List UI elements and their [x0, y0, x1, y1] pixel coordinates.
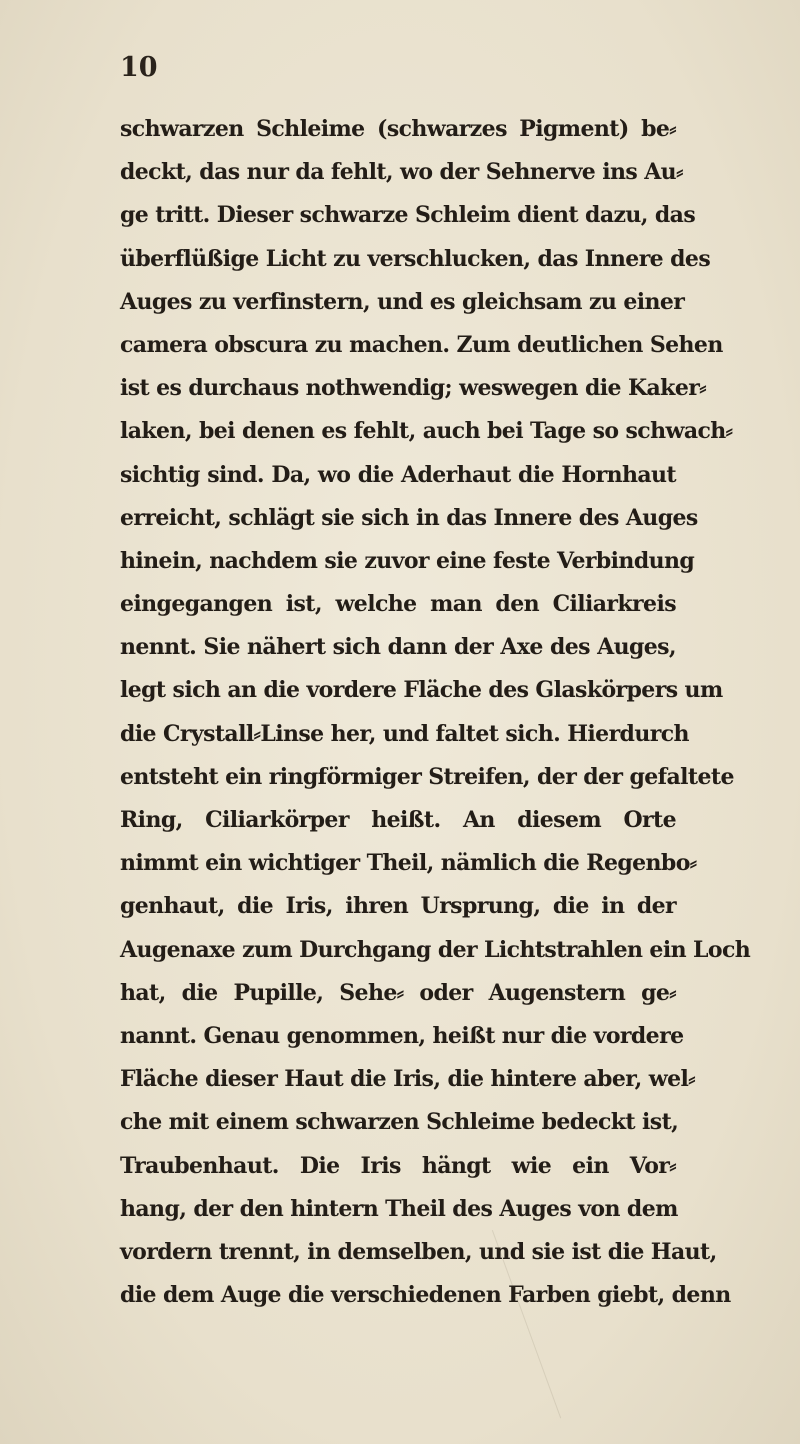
text-line: laken, bei denen es fehlt, auch bei Tage so schwach⸗: [120, 418, 733, 445]
text-line: hinein, nachdem sie zuvor eine feste Verbindung: [120, 547, 695, 574]
text-line: die Crystall⸗Linse her, und faltet sich. Hierdurch: [120, 720, 689, 747]
text-line: vordern trennt, in demselben, und sie ist die Haut,: [120, 1238, 717, 1265]
text-line: erreicht, schlägt sie sich in das Innere des Auges: [120, 504, 698, 531]
text-line: sichtig sind. Da, wo die Aderhaut die Hornhaut: [120, 461, 676, 488]
text-line: genhaut, die Iris, ihren Ursprung, die in der: [120, 893, 676, 920]
text-line: che mit einem schwarzen Schleime bedeckt ist,: [120, 1109, 679, 1136]
text-line: ge tritt. Dieser schwarze Schleim dient dazu, das: [120, 202, 696, 229]
text-line: die dem Auge die verschiedenen Farben giebt, denn: [120, 1282, 731, 1309]
text-line: überflüßige Licht zu verschlucken, das Innere des: [120, 245, 711, 272]
text-line: Ring, Ciliarkörper heißt. An diesem Orte: [120, 807, 676, 833]
text-line: camera obscura zu machen. Zum deutlichen Sehen: [120, 331, 723, 358]
text-line: entsteht ein ringförmiger Streifen, der der gefaltete: [120, 763, 734, 790]
text-line: legt sich an die vordere Fläche des Glaskörpers um: [120, 677, 723, 704]
page-number: 10: [120, 52, 158, 83]
text-line: nennt. Sie nähert sich dann der Axe des Auges,: [120, 634, 676, 661]
text-line: hang, der den hintern Theil des Auges von dem: [120, 1195, 678, 1222]
text-line: nimmt ein wichtiger Theil, nämlich die Regenbo⸗: [120, 850, 697, 877]
text-line: nannt. Genau genommen, heißt nur die vordere: [120, 1022, 684, 1049]
text-line: ist es durchaus nothwendig; weswegen die Kaker⸗: [120, 375, 706, 402]
text-line: schwarzen Schleime (schwarzes Pigment) be⸗: [120, 116, 676, 142]
text-line: eingegangen ist, welche man den Ciliarkreis: [120, 591, 676, 618]
text-line: Augenaxe zum Durchgang der Lichtstrahlen ein Loch: [120, 936, 751, 963]
text-line: Traubenhaut. Die Iris hängt wie ein Vor⸗: [120, 1152, 676, 1179]
text-line: Auges zu verfinstern, und es gleichsam zu einer: [120, 288, 685, 315]
text-line: Fläche dieser Haut die Iris, die hintere aber, wel⸗: [120, 1066, 695, 1093]
text-line: deckt, das nur da fehlt, wo der Sehnerve ins Au⸗: [120, 159, 683, 186]
text-line: hat, die Pupille, Sehe⸗ oder Augenstern ge⸗: [120, 979, 676, 1006]
body-text: [120, 108, 751, 1317]
